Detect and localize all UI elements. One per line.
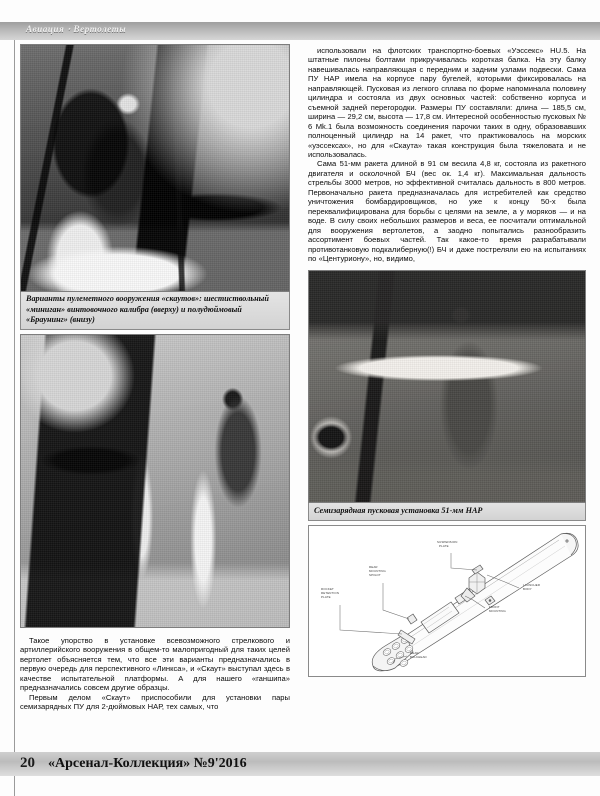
left-column	[20, 44, 290, 711]
left-paragraph-2: Первым делом «Скаут» приспособили для установки пары семизарядных ПУ для 2-дюймовых НАР, тех самых, что	[20, 692, 290, 711]
label-rocket-retention-plate: ROCKET RETENTION PLATE	[321, 587, 340, 600]
label-launcher-body: LAUNCHER BODY	[523, 583, 541, 592]
label-suspension-plate: SUSPENSION PLATE	[437, 540, 458, 549]
label-front-mounting: FRONT MOUNTING	[489, 605, 506, 614]
photo-minigun-gunner	[20, 44, 290, 292]
left-body-text	[20, 636, 290, 712]
page-vertical-rule	[14, 22, 15, 796]
right-paragraph-1: использовали на флотских транспортно-боевых «Уэссекс» HU.5. На штатные пилоны болтами прикручивалась короткая балка. На эту балку навешивалась направляющая с передним и задним узлами подвески. Сама ПУ НАР имела на корпусе пару бугелей, которыми фиксировалась на направляющей. Пусковая из легкого сплава по форме напоминала половину цилиндра и состояла из двух основных частей: собственно корпуса и съемной задней перегородки. Размеры ПУ составляли: длина — 185,5 см, ширина — 29,2 см, высота — 17,8 см. Интересной особенностью пусковых № 6 Mk.1 была возможность соединения парочки таких в одну, образовавших полноценный цилиндр на 14 ракет, что практиковалось на морских «уэссексах», но для «Скаута» такая конструкция была тяжеловата и не использовалась.	[308, 46, 586, 159]
right-photo-caption: Семизарядная пусковая установка 51-мм НАР	[308, 503, 586, 521]
journal-title: «Арсенал-Коллекция» №9'2016	[48, 756, 247, 771]
page-header-band	[0, 22, 600, 40]
page-footer-band	[0, 752, 600, 776]
pod-drawing-svg	[309, 526, 585, 676]
left-paragraph-1: Такое упорство в установке всевозможного стрелкового и артиллерийского вооружения в общем-то малопригодный для таких целей вертолет объясняется тем, что все эти варианты предназначались в первую очередь для перспективного «Линкса», и «Скаут» выступал здесь в качестве испытательной платформы. А для нашего «ганшипа» предназначались совсем другие образцы.	[20, 635, 290, 693]
label-rear-bulkhead: REAR BULKHEAD	[410, 651, 427, 660]
label-rear-mounting-spigot: REAR MOUNTING SPIGOT	[369, 565, 386, 578]
left-photos-caption: Варианты пулеметного вооружения «скаутов»: шестиствольный «миниган» винтовочного калибра (вверху) и полудюймовый «Браунинг» (внизу)	[20, 292, 290, 330]
rocket-launcher-pod-diagram	[308, 525, 586, 677]
right-body-text	[308, 46, 586, 263]
photo-rocket-pod-loading	[308, 270, 586, 503]
right-paragraph-2: Сама 51-мм ракета длиной в 91 см весила 4,8 кг, состояла из ракетного двигателя и осколочной БЧ (вес ок. 1,4 кг). Максимальная дальность стрельбы 3000 метров, но эффективной считалась дальность в 800 метров. Первоначально ракета предназначалась для истребителей как средство уничтожения бомбардировщиков, но уже к концу 50-х была переквалифицирована для борьбы с целями на земле, а у моряков — и на воде. В силу своих небольших размеров и веса, ее посчитали оптимальной для вооружения вертолетов, а заодно попытались разнообразить ассортимент боевых частей. Так какое-то время разрабатывали противотанковую подкалиберную(!) БЧ и даже постреляли ею на испытаниях по «Центуриону», но, видимо,	[308, 159, 586, 263]
right-column	[308, 46, 586, 677]
page-number: 20	[20, 755, 35, 771]
section-title: Авиация ⋅ Вертолеты	[26, 24, 127, 34]
photo-browning-gunner	[20, 334, 290, 628]
